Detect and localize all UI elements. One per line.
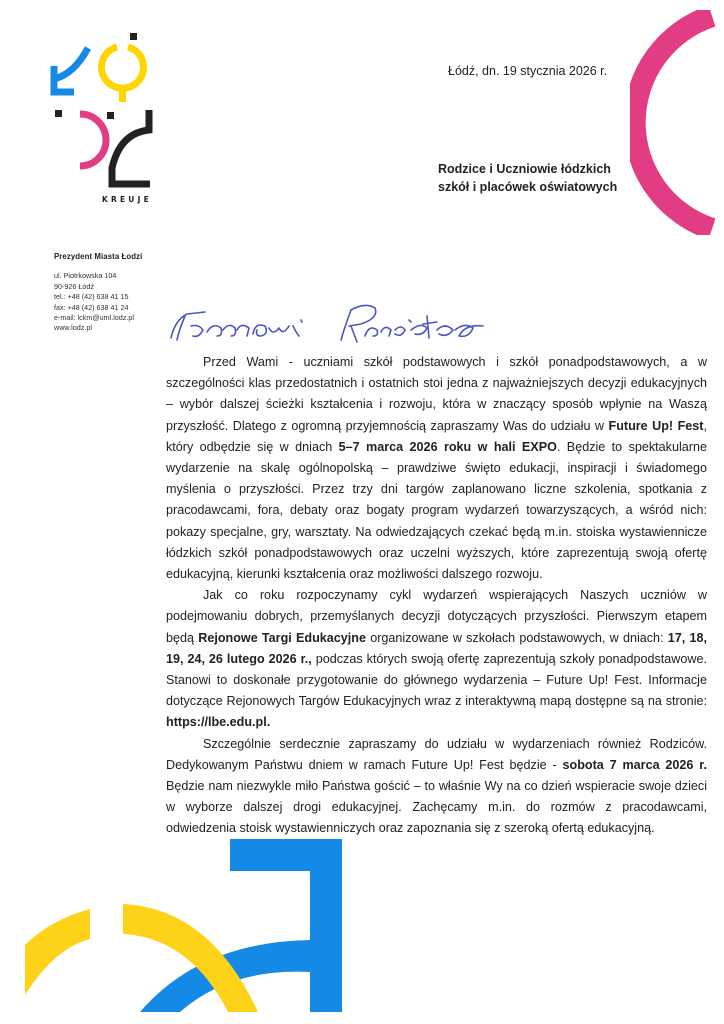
- logo-tagline: KREUJE: [102, 195, 152, 204]
- body-text-run: Jak co roku rozpoczynamy cykl wydarzeń wspierających Naszych uczniów w podejmowaniu dobrych, przemyślanych decyzji dotyczących przyszłości. Pierwszym etapem będą: [166, 588, 707, 645]
- yellow-arc-left: [25, 909, 90, 995]
- body-paragraph: [166, 352, 707, 585]
- sender-title: Prezydent Miasta Łodzi: [54, 252, 143, 261]
- logo-dot-left: [55, 110, 62, 117]
- recipient-line: Rodzice i Uczniowie łódzkich: [438, 162, 611, 176]
- logo-yellow-o: [102, 47, 144, 88]
- body-text-run: , który odbędzie się w dniach: [166, 418, 707, 454]
- logo-dot-mid: [107, 112, 114, 119]
- bold-text: Rejonowe Targi Edukacyjne: [198, 630, 366, 645]
- bold-text: 17, 18, 19, 24, 26 lutego 2026 r.,: [166, 630, 708, 666]
- logo-black-z: [112, 110, 150, 184]
- date-line: Łódź, dn. 19 stycznia 2026 r.: [448, 64, 608, 78]
- lodz-kreuje-logo: [50, 30, 170, 205]
- bold-text: sobota 7 marca 2026 r.: [562, 757, 707, 772]
- logo-dot-top: [130, 33, 137, 40]
- logo-blue-l-arc: [54, 48, 88, 79]
- bottom-decoration: [0, 830, 400, 1024]
- body-paragraph: [166, 585, 707, 733]
- body-text-run: Przed Wami - uczniami szkół podstawowych i szkół ponadpodstawowych, a w szczególności klas przedostatnich i ostatnich stoi jedna z najważniejszych decyzji edukacyjnych – wybór dalszej ścieżki kształcenia i rozwoju, która w znaczący sposób wpłynie na Waszą przyszłość. Dlatego z ogromną przyjemnością zapraszamy Was do udziału w: [166, 355, 707, 433]
- body-paragraph: [166, 734, 707, 840]
- body-text-run: . Będzie to spektakularne wydarzenie na skalę ogólnopolską – prawdziwe święto edukacji, inspiracji i świadomego myślenia o przyszłości. Przez trzy dni targów zaplanowano liczne szkolenia, spotkania z pracodawcami, fora, debaty oraz bogaty program wydarzeń towarzyszących, a wśród nich: pokazy specjalne, gry, warsztaty. Na odwiedzających czekać będą m.in. stoiska wystawiennicze łódzkich szkół ponadpodstawowych oraz uczelni wyższych, które zaprezentują swoją ofertę edukacyjną, kierunki kształcenia oraz możliwości dalszego rozwoju.: [166, 439, 707, 582]
- sender-website[interactable]: www.lodz.pl: [54, 323, 92, 333]
- sender-address-line: ul. Piotrkowska 104: [54, 271, 117, 281]
- bold-text: 5–7 marca 2026 roku w hali EXPO: [338, 439, 557, 454]
- logo-pink-arc: [80, 114, 106, 166]
- sender-block: [54, 252, 142, 334]
- pink-arc-decoration: [630, 10, 724, 235]
- sender-phone: tel.: +48 (42) 638 41 15: [54, 292, 129, 302]
- recipient-block: [438, 160, 617, 196]
- handwritten-salutation: [165, 290, 525, 350]
- sender-email[interactable]: e-mail: lckm@uml.lodz.pl: [54, 313, 134, 323]
- body-text-run: podczas których swoją ofertę zaprezentują szkoły ponadpodstawowe. Stanowi to doskonałe przygotowanie do głównego wydarzenia – Future Up! Fest. Informacje dotyczące Rejonowych Targów Edukacyjnych wraz z interaktywną mapą dostępne są na stronie:: [166, 651, 708, 709]
- sender-fax: fax: +48 (42) 638 41 24: [54, 302, 129, 312]
- body-text-run: organizowane w szkołach podstawowych, w dniach:: [365, 630, 668, 645]
- body-text-run: Szczególnie serdecznie zapraszamy do udziału w wydarzeniach również Rodziców. Dedykowanym Państwu dniem w ramach Future Up! Fest będzie -: [166, 736, 707, 772]
- sender-address-line: 90-926 Łódź: [54, 281, 94, 291]
- website-link[interactable]: https://lbe.edu.pl.: [166, 715, 271, 730]
- bold-text: Future Up! Fest: [608, 418, 704, 433]
- letter-body: [166, 352, 707, 840]
- body-text-run: Będzie nam niezwykle miło Państwa gościć – to właśnie Wy na co dzień wspieracie swoje dzieci w wyborze dalszej drogi edukacyjnej. Zachęcamy m.in. do rozmów z pracodawcami, odwiedzenia stoisk wystawienniczych oraz zapoznania się z szeroką ofertą edukacyjną.: [166, 779, 707, 836]
- recipient-line: szkół i placówek oświatowych: [438, 180, 618, 194]
